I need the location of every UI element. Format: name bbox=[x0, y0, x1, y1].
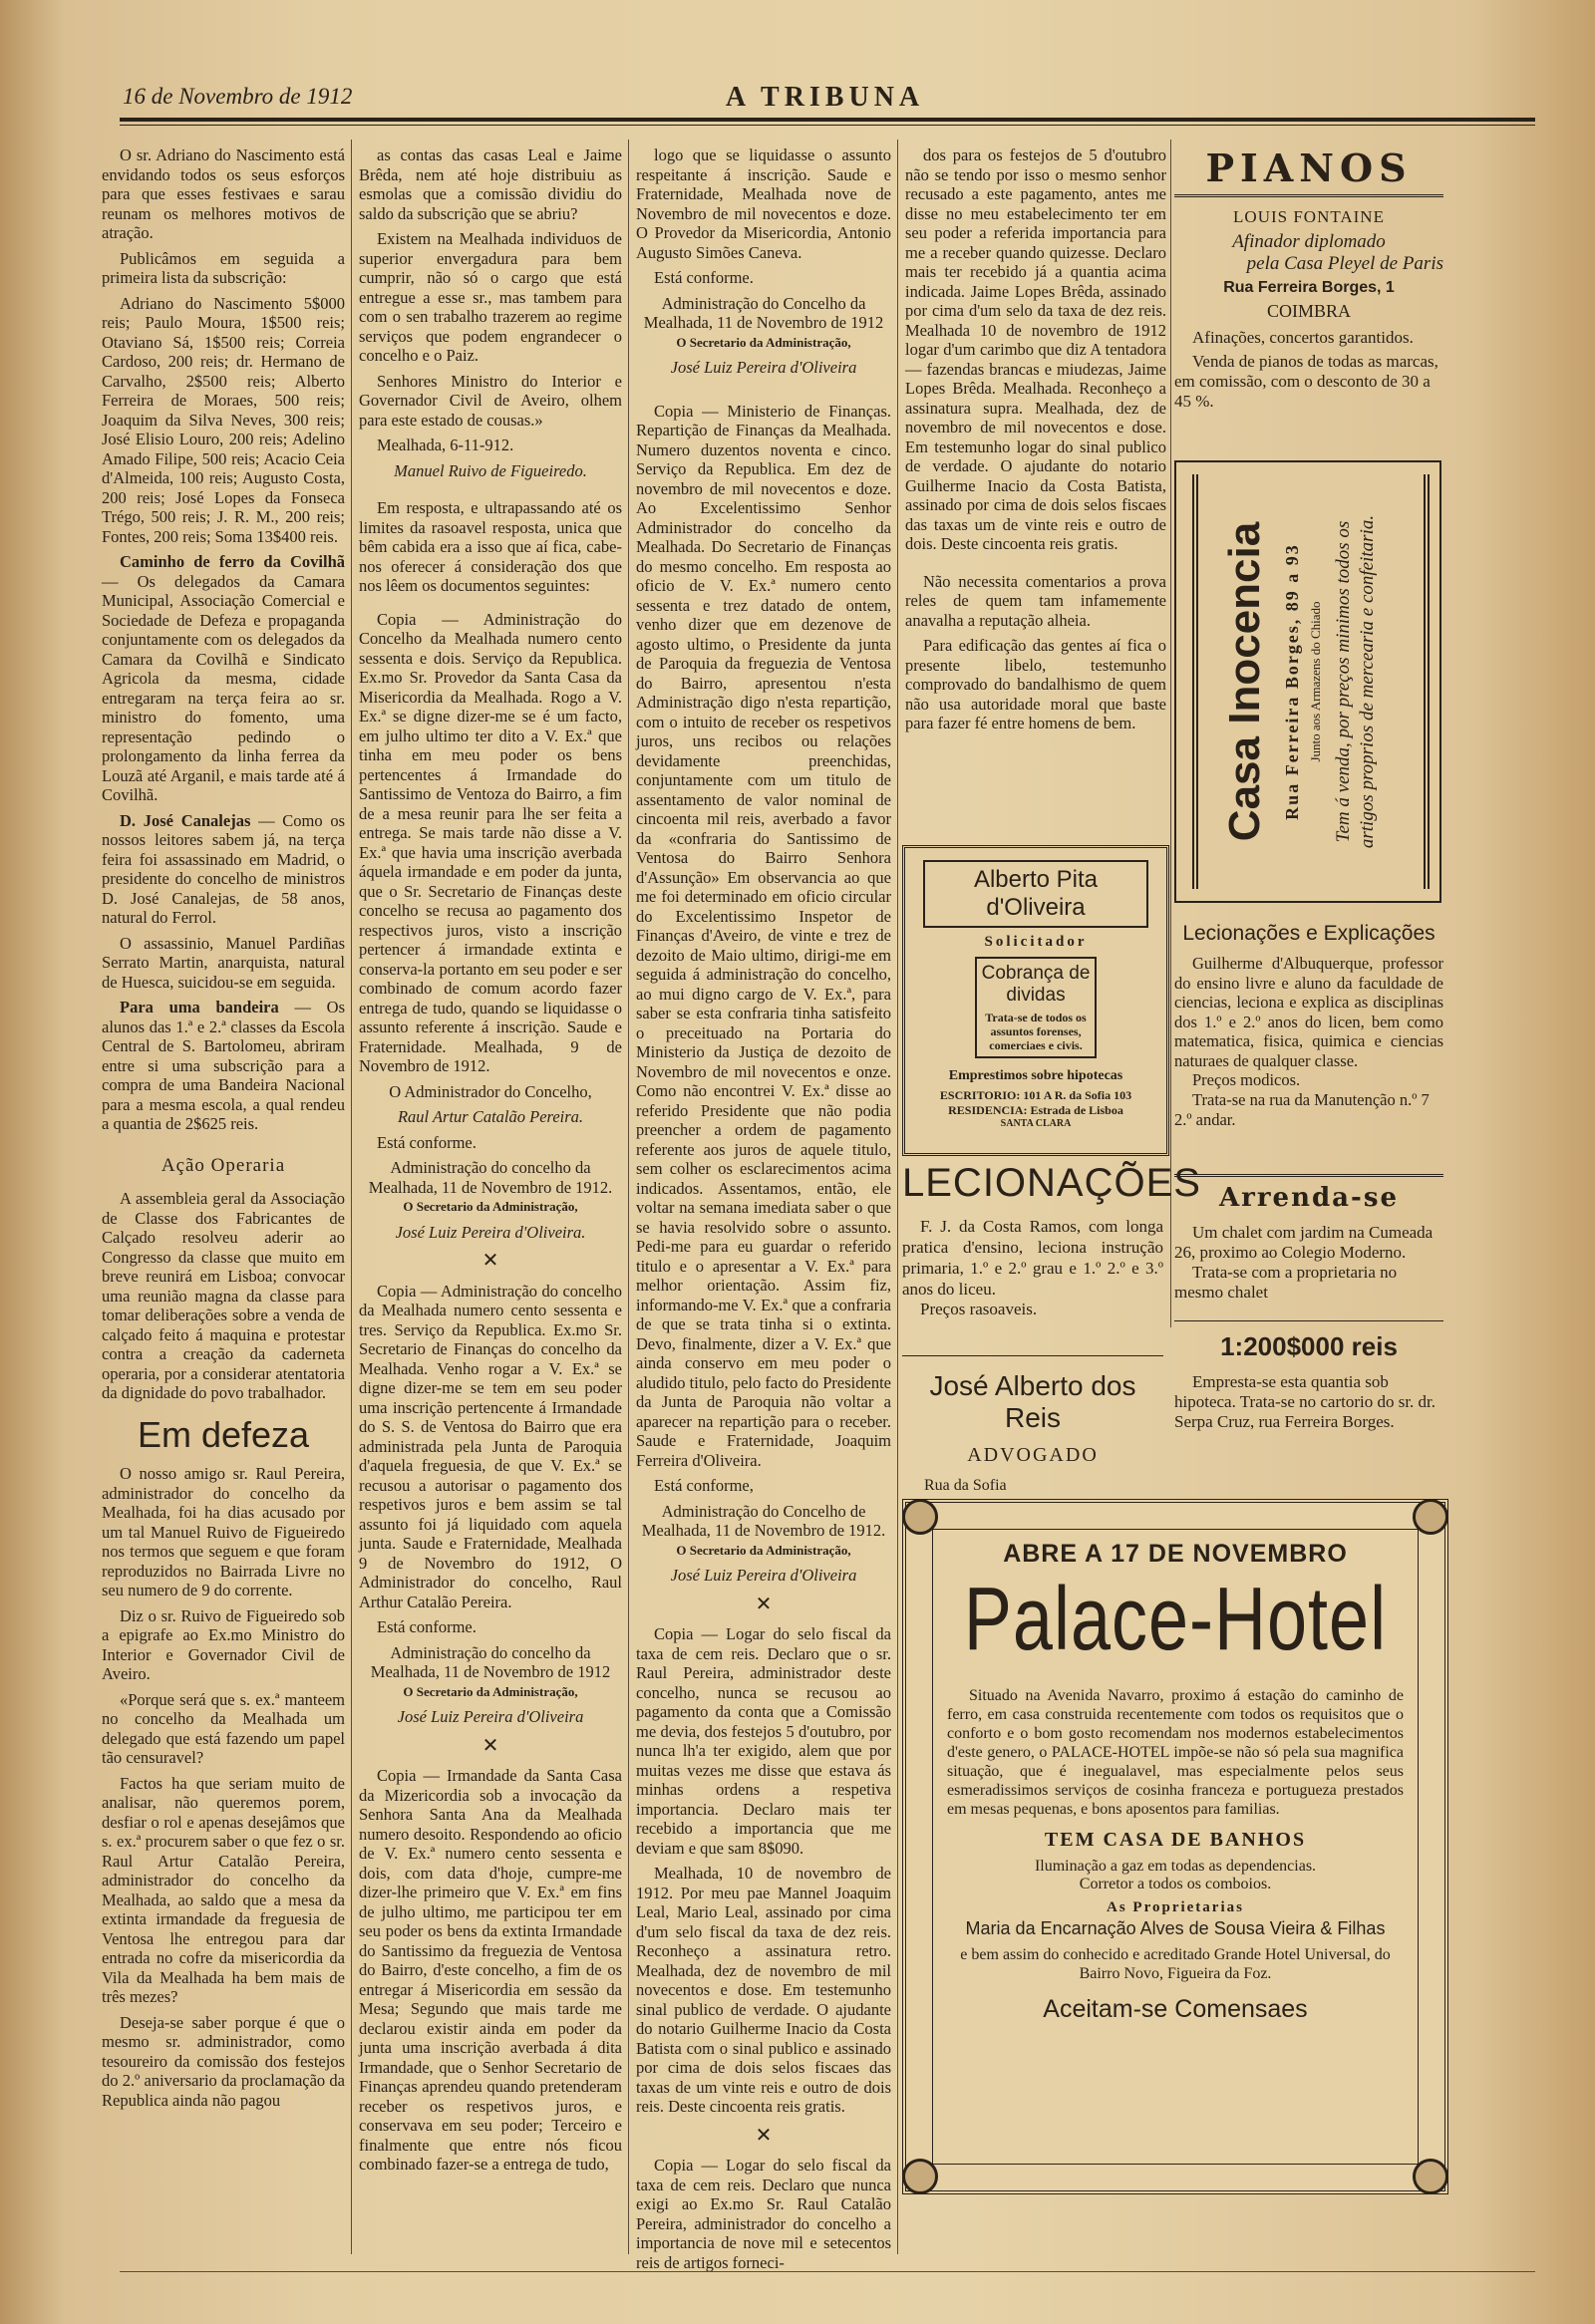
paragraph: Em resposta, e ultrapassando até os limites da rasoavel resposta, unica que bêm cabida era a isso que aí fica, cabe-nos oferecer á consideração dos que nos lêem os documentos seguintes: bbox=[359, 498, 622, 595]
news-title: Para uma bandeira bbox=[120, 998, 279, 1017]
lecionacoes-explicacoes-ad bbox=[1174, 922, 1443, 1129]
signature: José Luiz Pereira d'Oliveira. bbox=[395, 1222, 586, 1242]
ad-text: Tem á venda, por preços minimos todos os artigos proprios de mercearia e confeitaria. bbox=[1333, 514, 1378, 849]
news-text: — Como os nossos leitores sabem já, na terça feira foi assassinado em Madrid, o presidente do concelho de ministros D. José Canalejas, de 58 anos, natural do Ferrol. bbox=[102, 810, 346, 927]
news-item bbox=[102, 998, 345, 1134]
ad-title: Arrenda-se bbox=[1174, 1174, 1443, 1213]
paragraph: Está conforme. bbox=[654, 268, 754, 287]
paragraph: Diz o sr. Ruivo de Figueiredo sob a epigrafe ao Ex.mo Ministro do Interior e Governador Civil de Aveiro. bbox=[102, 1605, 345, 1683]
paragraph: Senhores Ministro do Interior e Governador Civil de Aveiro, olhem para este estado de cousas.» bbox=[359, 371, 622, 430]
article-headline: Em defeza bbox=[137, 1413, 310, 1455]
separator-cross: ✕ bbox=[481, 1734, 499, 1757]
rotated-ad-content bbox=[1176, 462, 1439, 901]
ad-text: Guilherme d'Albuquerque, professor do ensino livre e aluno da faculdade de ciencias, leciona e explica as disciplinas dos 1.º e 2.º anos do licen, bem como matematica, fisica, quimica e ciencias naturaes de qualquer classe. bbox=[1174, 954, 1443, 1070]
paragraph: Está conforme. bbox=[377, 1617, 477, 1636]
issue-date: 16 de Novembro de 1912 bbox=[123, 84, 353, 109]
palace-hotel-ad bbox=[902, 1499, 1448, 2194]
separator-cross: ✕ bbox=[755, 1593, 773, 1615]
column-2 bbox=[359, 145, 622, 2218]
ad-service: Cobrança de dividas bbox=[981, 963, 1091, 1006]
column-4 bbox=[905, 145, 1166, 833]
paragraph: Está conforme, bbox=[654, 1476, 754, 1495]
ad-residence: RESIDENCIA: Estrada de Lisboa bbox=[948, 1103, 1123, 1117]
ad-text: Preços modicos. bbox=[1192, 1070, 1301, 1089]
ad-text: Trata-se de todos os assuntos forenses, comerciaes e civis. bbox=[985, 1011, 1087, 1052]
ad-subtitle: Junto aos Armazens do Chiado bbox=[1308, 601, 1323, 762]
ad-feature: Corretor a todos os comboios. bbox=[1079, 1876, 1272, 1892]
news-item bbox=[102, 811, 345, 928]
document-copy: Copia — Administração do concelho da Mealhada numero cento sessenta e tres. Serviço da Republica. Ex.mo Sr. Secretario de Finanças do concelho da Mealhada. Venho rogar a V. Ex.ª se digne dizer-me se tem em seu poder uma inscrição pertencente á Irmandade do S. S. de Ventosa do Bairro que era administrada pela Junta de Paroquia d'aquela freguesia, de que V. Ex.ª se recusou a autorisar o pagamento dos respetivos juros e bem assim se tal assunto foi já liquidado com aquela junta. Saude e Fraternidade, Mealhada 9 de Novembro do 1912, O Administrador do concelho, Raul Arthur Catalão Pereira. bbox=[359, 1281, 622, 1611]
paragraph: Não necessita comentarios a prova reles de quem tam infamemente anavalha a reputação alheia. bbox=[905, 571, 1166, 630]
ad-text: Afinações, concertos garantidos. bbox=[1192, 328, 1414, 347]
paragraph: Factos ha que seriam muito de analisar, não queremos porem, desfiar o rol e apenas desejâmos que s. ex.ª procurem saber o que fez o sr. Raul Artur Catalão Pereira, administrador do concelho da Mealhada, ao saldo que a mesa da extinta irmandade da freguesia de Ventosa lhe entregou para dar entrada no cofre da misericordia da Vila da Mealhada ha bem mais de três mezes? bbox=[102, 1773, 345, 2006]
ad-frame bbox=[932, 1529, 1419, 2165]
news-title: D. José Canalejas bbox=[120, 810, 251, 830]
ornament-border bbox=[1404, 474, 1430, 889]
ad-text: Um chalet com jardim na Cumeada 26, proximo ao Colegio Moderno. bbox=[1174, 1223, 1434, 1262]
document-copy: Copia — Logar do selo fiscal da taxa de cem reis. Declaro que o sr. Raul Pereira, administrador deste concelho, nunca se recusou ao pagamento da conta que a Comissão me devia, dos festejos 5 d'outubro, por nunca lh'a ter exigido, alem que por muitas vezes me disse que estava ás minhas ordens a respetiva importancia. Declaro mais ter recebido a importancia que me deviam e que sam 8$090. bbox=[636, 1624, 891, 1858]
casa-inocencia-ad bbox=[1174, 460, 1441, 903]
signature: José Luiz Pereira d'Oliveira bbox=[670, 358, 857, 377]
paragraph: Mealhada, 10 de novembro de 1912. Por meu pae Mannel Joaquim Leal, Mario Leal, assinado por cima d'um selo fiscal da taxa de dez reis. Reconheço a assinatura retro. Mealhada, dez de novembro de mil novecentos e dose. Em testemunho sinal publico de verdade. O ajudante do notario Guilherme Inacio da Costa Batista com o sinal publico e assinado por cima de dois selos fiscaes das taxas de um vinte reis e outro de dois reis. Deste cincoenta reis gratis. bbox=[636, 1864, 891, 2116]
ad-text: Trata-se na rua da Manutenção n.º 7 2.º andar. bbox=[1174, 1090, 1430, 1129]
ad-line: pela Casa Pleyel de Paris bbox=[1246, 253, 1443, 274]
page-header bbox=[115, 84, 1535, 114]
ad-text: Emprestimos sobre hipotecas bbox=[948, 1068, 1123, 1083]
document-copy: Copia — Irmandade da Santa Casa da Mizericordia sob a invocação da Senhora Santa Ana da Mealhada numero desoito. Respondendo ao oficio de V. Ex.ª numero cento sessenta e dois, com data d'hoje, cumpre-me dizer-lhe primeiro que V. Ex.ª em fins de julho ultimo, me participou ter em seu poder os bens da extinta Irmandade do Santissimo da freguezia de Ventosa do Bairro, d'este concelho, a fim de os entregar á Misericordia em sessão da Mesa; Segundo que mais tarde me declarou existir ainda em poder da junta uma inscrição averbada á dita Irmandade, que o Senhor Secretario de Finanças aprendeu quando pretenderam receber os respetivos juros, e conservava em seu poder; Terceiro e finalmente que entre nós ficou combinado fazer-se a entrega de tudo, bbox=[359, 1766, 622, 2174]
advogado-ad bbox=[902, 1355, 1163, 1495]
news-text: — Os delegados da Camara Municipal, Associação Comercial e Sociedade de Defeza e propaganda conjuntamente com os delegados da Camara da Covilhã e Sindicato Agricola da mesma, cidade entregaram na terça feira ao sr. ministro do fomento, uma representação pedindo o prolongamento da linha ferrea da Louzã até Arganil, e mais tarde até á Covilhã. bbox=[102, 571, 345, 804]
column-3 bbox=[636, 145, 891, 2272]
paragraph: A assembleia geral da Associação de Classe dos Fabricantes de Calçado resolveu aderir ao Congresso da classe que muito em breve reunirá em Lisboa; convocar uma reunião magna da classe para tomar deliberações sobre a venda de calçado feito á maquina e protestar contra a creação da caderneta operaria, por a considerar atentatoria da dignidade do povo trabalhador. bbox=[102, 1189, 345, 1402]
masthead: A TRIBUNA bbox=[725, 82, 925, 113]
ad-text: Trata-se com a proprietaria no mesmo chalet bbox=[1174, 1263, 1398, 1302]
ad-text: Venda de pianos de todas as marcas, em comissão, com o desconto de 30 a 45 %. bbox=[1174, 352, 1438, 411]
signature-label: O Secretario da Administração, bbox=[403, 1199, 578, 1214]
signature-label: O Administrador do Concelho, bbox=[389, 1081, 592, 1101]
header-rule-thin bbox=[120, 125, 1535, 126]
paragraph: O sr. Adriano do Nascimento está envidando todos os seus esforços para que esses festivaes e sarau reunam os melhores motivos de atração. bbox=[102, 145, 345, 242]
paragraph: Está conforme. bbox=[377, 1132, 477, 1152]
signature-label: O Secretario da Administração, bbox=[403, 1683, 578, 1699]
ad-address: Rua Ferreira Borges, 1 bbox=[1223, 279, 1395, 296]
ad-text: Situado na Avenida Navarro, proximo á estação do caminho de ferro, em casa construida recentemente com todos os requisitos que o conforto e o bom gosto recomendam nos modernos estabelecimentos d'este genero, o PALACE-HOTEL impõe-se não só pela sua magnifica situação, que é inegualavel, mas especialmente pelos seus esmeradissimos serviços de cosinha franceza e portugueza prestados em mesas pequenas, e bons aposentos para familias. bbox=[947, 1687, 1404, 1818]
loan-amount: 1:200$000 reis bbox=[1174, 1320, 1443, 1362]
signature: Manuel Ruivo de Figueiredo. bbox=[394, 460, 587, 480]
separator-cross: ✕ bbox=[481, 1250, 499, 1272]
ad-footer: Aceitam-se Comensaes bbox=[1043, 1995, 1308, 2023]
ad-title: PIANOS bbox=[1174, 145, 1443, 197]
paragraph: Administração do Concelho de Mealhada, 11 de Novembro de 1912. bbox=[641, 1501, 886, 1540]
paragraph: Existem na Mealhada individuos de superior envergadura para bem cumprir, não só o cargo que está entregue a esse sr., mas tambem para com o sen trabalho trazerem ao regime serviços que podem engrandecer o concelho e o Paiz. bbox=[359, 229, 622, 365]
news-item bbox=[102, 552, 345, 805]
signature: Raul Artur Catalão Pereira. bbox=[397, 1107, 584, 1126]
ad-owners: Maria da Encarnação Alves de Sousa Vieira & Filhas bbox=[965, 1918, 1386, 1938]
ad-title: Lecionações e Explicações bbox=[1182, 922, 1436, 945]
ad-owners-label: As Proprietarias bbox=[1107, 1899, 1244, 1915]
ad-text: Preços rasoaveis. bbox=[920, 1300, 1038, 1318]
signature: José Luiz Pereira d'Oliveira bbox=[670, 1566, 857, 1585]
paragraph: Administração do concelho da Mealhada, 11 de Novembro de 1912 bbox=[370, 1642, 611, 1681]
paragraph: O nosso amigo sr. Raul Pereira, administrador do concelho da Mealhada, foi ha dias acusado por um tal Manuel Ruivo de Figueiredo nos termos que seguem e que foram reproduzidos no Bairrada Livre no seu numero de 9 do corrente. bbox=[102, 1464, 345, 1599]
document-copy: Copia — Logar do selo fiscal da taxa de cem reis. Declaro que nunca exigi ao Ex.mo Sr. Raul Catalão Pereira, administrador do concelho a importancia de nove mil e setecentos reis de artigos forneci- bbox=[636, 2156, 891, 2272]
ad-address: Rua Ferreira Borges, 89 a 93 bbox=[1282, 543, 1302, 820]
ad-office: ESCRITORIO: 101 A R. da Sofia 103 bbox=[939, 1088, 1132, 1102]
separator-cross: ✕ bbox=[755, 2124, 773, 2147]
hotel-name: Palace-Hotel bbox=[963, 1570, 1388, 1669]
paragraph: «Porque será que s. ex.ª manteem no concelho da Mealhada um delegado que está fazendo um papel tão censuravel? bbox=[102, 1689, 345, 1767]
ad-text: F. J. da Costa Ramos, com longa pratica d'ensino, leciona instrução primaria, 1.º e 2.º grau e 1.º 2.º e 3.º anos do liceu. bbox=[902, 1217, 1163, 1299]
paragraph: Publicâmos em seguida a primeira lista da subscrição: bbox=[102, 248, 345, 287]
news-text: — Os alunos das 1.ª e 2.ª classes da Escola Central de S. Bartolomeu, abriram entre si uma subscrição para a compra de uma Bandeira Nacional para a mesma escola, a qual rendeu a quantia de 2$625 reis. bbox=[102, 998, 345, 1133]
paragraph: Deseja-se saber porque é que o mesmo sr. administrador, como tesoureiro da comissão dos festejos do 2.º aniversario da proclamação da Republica ainda não pagou bbox=[102, 2012, 345, 2110]
ad-residence: SANTA CLARA bbox=[1000, 1118, 1072, 1129]
paragraph: O assassinio, Manuel Pardiñas Serrato Martin, anarquista, natural de Huesca, suicidou-se em seguida. bbox=[102, 933, 345, 992]
opening-date: ABRE A 17 DE NOVEMBRO bbox=[1003, 1540, 1348, 1568]
lecionacoes-ad bbox=[902, 1161, 1201, 1319]
ad-address: Rua da Sofia bbox=[924, 1477, 1007, 1494]
ad-text: Empresta-se esta quantia sob hipoteca. Trata-se no cartorio do sr. dr. Serpa Cruz, rua Ferreira Borges. bbox=[1174, 1372, 1436, 1431]
ad-role: Solicitador bbox=[984, 934, 1088, 950]
paragraph: as contas das casas Leal e Jaime Brêda, nem até hoje distribuiu as esmolas que a comissão dividiu do saldo da subscrição que se abriu? bbox=[359, 145, 622, 223]
header-rule bbox=[120, 118, 1535, 122]
document-copy: Copia — Administração do Concelho da Mealhada numero cento sessenta e dois. Serviço da Republica. Ex.mo Sr. Provedor da Santa Casa da Misericordia da Mealhada. Rogo a V. Ex.ª se digne dizer-me se é um facto, em julho ultimo ter dito a V. Ex.ª que tinha em meu poder os bens pertencentes á Irmandade do Santissimo de Ventoza do Bairro, a fim de a mesa reunir para lhe ser feita a entrega. Se mais tarde não disse a V. Ex.ª que havia uma inscrição averbada áquela irmandade e em poder da junta, que o Sr. Secretario de Finanças deste concelho se recusa ao pagamento dos respectivos juros, visto a inscrição pertencer á irmandade extinta e conserva-la portanto em seu poder e ser combinado de comum acordo fazer entrega de tudo, quando se liquidasse o assunto referente á inscrição. Saude e Fraternidade. Mealhada, 9 de Novembro de 1912. bbox=[359, 609, 622, 1075]
paragraph: logo que se liquidasse o assunto respeitante á inscrição. Saude e Fraternidade, Mealhada nove de Novembro de mil novecentos e doze. O Provedor da Misericordia, Antonio Augusto Simões Caneva. bbox=[636, 145, 891, 262]
ad-feature: Iluminação a gaz em todas as dependencias. bbox=[1034, 1858, 1317, 1875]
subscription-list: Adriano do Nascimento 5$000 reis; Paulo Moura, 1$500 reis; Otaviano Sá, 1$500 reis; Correia Cardoso, 200 reis; dr. Hermano de Carvalho, 2$500 reis; Alberto Ferreira de Moraes, 500 reis; Joaquim da Silva Neves, 300 reis; José Elisio Louro, 200 reis; Adelino Amado Filipe, 500 reis; Acacio Ceia d'Almeida, 100 reis; Augusto Costa, 200 reis; José Lopes da Fonseca Trégo, 500 reis; J. R. M., 200 reis; Fontes, 200 reis; Soma 13$400 reis. bbox=[102, 293, 345, 546]
section-heading: Ação Operaria bbox=[160, 1154, 286, 1176]
ad-feature: TEM CASA DE BANHOS bbox=[1044, 1829, 1307, 1851]
ad-title: Casa Inocencia bbox=[1220, 521, 1269, 842]
signature-label: O Secretario da Administração, bbox=[676, 1542, 851, 1558]
bottom-rule bbox=[120, 2271, 1535, 2272]
paragraph: Mealhada, 6-11-912. bbox=[377, 436, 514, 454]
ad-name: LOUIS FONTAINE bbox=[1233, 207, 1385, 226]
column-divider bbox=[628, 140, 629, 2254]
paragraph: dos para os festejos de 5 d'outubro não se tendo por isso o mesmo senhor recusado a este pagamento, antes me disse no meu estabelecimento ter em seu poder a referida importancia para me a receber quando quizesse. Declaro mais ter recebido já a quantia acima indicada. Jaime Lopes Brêda, assinado por cima d'um selo da taxa de dez reis. Mealhada 10 de novembro de 1912 logar d'um carimbo que diz A tentadora — fazendas brancas e miudezas, Jaime Lopes Brêda. Mealhada. Reconheço a assinatura supra. Mealhada, dez de novembro de mil novecentos e dose. Em testemunho logar do sinal publico de verdade. O ajudante do notario Guilherme Inacio da Costa Batista, assinado por cima de dois selos fiscaes das taxas um de vinte reis e outro de dois. Deste cincoenta reis gratis. bbox=[905, 145, 1166, 553]
column-1 bbox=[102, 145, 345, 2218]
column-divider bbox=[1170, 140, 1171, 1327]
ad-line: Afinador diplomado bbox=[1232, 231, 1386, 252]
ad-city: COIMBRA bbox=[1266, 301, 1351, 321]
ad-role: ADVOGADO bbox=[967, 1444, 1099, 1466]
paragraph: Administração do concelho da Mealhada, 11 de Novembro de 1912. bbox=[368, 1158, 613, 1197]
paragraph: Administração do Concelho da Mealhada, 11 de Novembro de 1912 bbox=[643, 293, 884, 332]
solicitador-ad bbox=[902, 845, 1169, 1156]
ad-title: LECIONAÇÕES bbox=[902, 1161, 1201, 1205]
pianos-ad bbox=[1174, 145, 1443, 444]
column-divider bbox=[897, 140, 898, 2254]
ad-text: e bem assim do conhecido e acreditado Grande Hotel Universal, do Bairro Novo, Figueira da Foz. bbox=[960, 1946, 1391, 1982]
ad-title: Alberto Pita d'Oliveira bbox=[923, 860, 1148, 928]
document-copy: Copia — Ministerio de Finanças. Repartição de Finanças da Mealhada. Numero duzentos noventa e cinco. Serviço da Republica. Em dez de novembro de mil novecentos e doze. Ao Excelentissimo Senhor Administrador do concelho da Mealhada. Do Secretario de Finanças do mesmo concelho. Em resposta ao oficio de V. Ex.ª numero cento sessenta e trez datado de ontem, venho dizer que em dezenove de agosto ultimo, o Presidente da junta de Paroquia da freguezia de Ventosa do Bairro, apresentou n'esta Administração digo n'esta repartição, com o intuito de receber os respetivos juros, uns recibos ou relações devidamente preenchidas, conjuntamente com um titulo de assentamento de valor nominal de cincoenta mil reis, averbado a favor da «confraria do Santissimo de Ventosa do Bairro Senhora d'Assunção» Em observancia ao que me foi determinado em oficio circular do Excelentissimo Inspetor de Finanças d'Aveiro, de vinte e trez de dezoito de Maio ultimo, dirigi-me em seguida á administração do concelho, ao mui digno cargo de V. Ex.ª, para saber se esta confraria tinha satisfeito o preceituado na Portaria do Ministerio da Justiça de dezoito de Novembro de mil novecentos e onze. Como não encontrei V. Ex.ª disse ao referido Presidente que não podia preencher a ordem de pagamento referente aos juros de aquele titulo, sem colher os esclarecimentos acima indicados. Assentamos, então, ele voltar na semana imediata saber o que se havia resolvido sobre o assunto. Pedi-me para eu guardar o referido titulo e o apresentar a V. Ex.ª para melhor orientação. Assim fiz, informando-me V. Ex.ª que a confraria de que se trata tinha si o extinta. Devo, finalmente, dizer a V. Ex.ª que ainda conservo em meu poder o aludido titulo, pelo facto do Presidente da Junta de Paroquia não voltar a aparecer na repartição para o receber. Saude e Fraternidade, Joaquim Ferreira d'Oliveira. bbox=[636, 401, 891, 1470]
news-title: Caminho de ferro da Covilhã bbox=[120, 552, 345, 571]
signature: José Luiz Pereira d'Oliveira bbox=[397, 1707, 584, 1726]
paragraph: Para edificação das gentes aí fica o presente libelo, testemunho comprovado do bandalhismo de quem não usa autoridade moral que baste para fazer fé entre homens de bem. bbox=[905, 636, 1166, 732]
arrenda-se-ad bbox=[1174, 1174, 1443, 1432]
signature-label: O Secretario da Administração, bbox=[676, 334, 851, 350]
column-divider bbox=[351, 140, 352, 2254]
ad-title: José Alberto dos Reis bbox=[902, 1355, 1163, 1434]
